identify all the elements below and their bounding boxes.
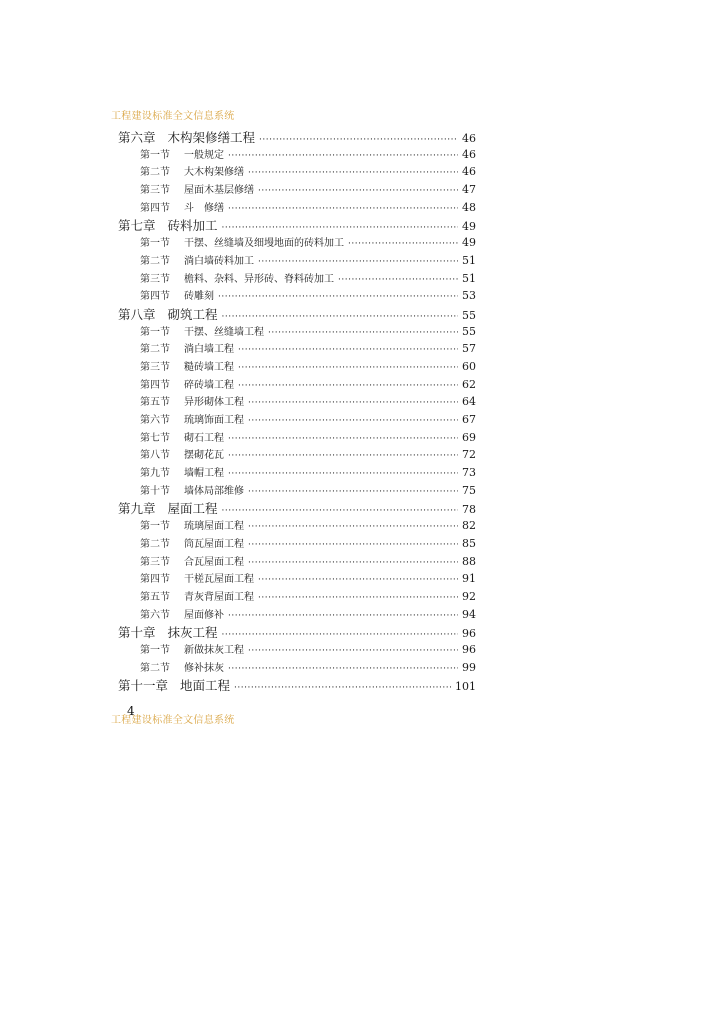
toc-entry-number: 第八章 [118,306,156,322]
toc-entry-title: 摆砌花瓦 [184,450,224,462]
toc-chapter-entry[interactable] [118,305,476,323]
toc-entry-number: 第八节 [140,450,170,462]
toc-leader-dots [228,151,458,161]
toc-entry-number: 第十一章 [118,678,169,694]
toc-leader-dots [248,487,458,497]
toc-leader-dots [238,345,458,355]
toc-section-entry[interactable] [118,234,476,252]
toc-entry-number: 第七节 [140,432,170,444]
toc-entry-page: 51 [462,253,476,267]
toc-section-entry[interactable] [118,606,476,624]
toc-entry-page: 46 [462,165,476,179]
toc-entry-number: 第二节 [140,662,170,674]
toc-entry-title: 新做抹灰工程 [184,644,244,656]
toc-entry-page: 48 [462,200,476,214]
toc-section-entry[interactable] [118,287,476,305]
toc-entry-title: 淌白墙砖料加工 [184,255,254,267]
toc-entry-page: 69 [462,430,476,444]
toc-entry-number: 第九节 [140,468,170,480]
toc-section-entry[interactable] [118,553,476,571]
toc-entry-title: 木构架修缮工程 [167,130,256,145]
toc-entry-number: 第一节 [140,521,170,533]
toc-leader-dots [228,469,458,479]
toc-entry-title: 干摆、丝缝墙及细墁地面的砖料加工 [184,238,344,250]
page-number: 4 [127,704,135,718]
toc-entry-page: 82 [462,519,476,533]
toc-entry-page: 75 [462,483,476,497]
toc-entry-number: 第四节 [140,379,170,391]
toc-entry-title: 墙帽工程 [184,468,224,480]
toc-section-entry[interactable] [118,411,476,429]
toc-section-entry[interactable] [118,340,476,358]
toc-leader-dots [258,575,458,585]
toc-leader-dots [268,328,458,338]
toc-entry-title: 砖料加工 [167,218,218,234]
toc-entry-page: 51 [462,271,476,285]
toc-leader-dots [228,204,458,214]
toc-leader-dots [222,312,458,322]
toc-entry-page: 91 [462,572,476,586]
toc-leader-dots [258,593,458,603]
toc-section-entry[interactable] [118,641,476,659]
toc-entry-page: 96 [462,642,476,656]
toc-leader-dots [222,506,458,516]
toc-entry-title: 异形砌体工程 [184,397,244,409]
toc-leader-dots [348,239,458,249]
toc-entry-number: 第六章 [118,130,156,145]
toc-section-entry[interactable] [118,376,476,394]
toc-section-entry[interactable] [118,393,476,411]
toc-entry-number: 第三节 [140,273,170,285]
toc-entry-page: 64 [462,395,476,409]
toc-entry-number: 第五节 [140,397,170,409]
toc-section-entry[interactable] [118,429,476,447]
toc-entry-number: 第九章 [118,501,156,517]
toc-section-entry[interactable] [118,588,476,606]
toc-section-entry[interactable] [118,199,476,217]
toc-leader-dots [228,664,458,674]
toc-entry-page: 67 [462,413,476,426]
toc-section-entry[interactable] [118,659,476,677]
toc-entry-page: 72 [462,448,476,462]
toc-entry-title: 碎砖墙工程 [184,379,234,391]
toc-chapter-entry[interactable] [118,499,476,517]
toc-entry-number: 第三节 [140,361,170,373]
toc-leader-dots [248,558,458,568]
toc-entry-title: 屋面工程 [167,501,218,517]
toc-entry-number: 第十章 [118,625,156,641]
toc-leader-dots [234,683,451,693]
toc-leader-dots [218,292,458,302]
toc-entry-title: 合瓦屋面工程 [184,556,244,568]
toc-leader-dots [238,363,458,373]
toc-entry-title: 一般规定 [184,149,224,161]
toc-entry-title: 檐料、杂料、异形砖、脊料砖加工 [184,273,334,285]
toc-section-entry[interactable] [118,570,476,588]
toc-leader-dots [258,257,458,267]
toc-entry-page: 46 [462,147,476,161]
toc-entry-page: 62 [462,377,476,391]
header-watermark: 工程建设标准全文信息系统 [111,111,235,122]
toc-entry-number: 第七章 [118,218,156,234]
toc-entry-page: 46 [462,132,476,145]
toc-entry-title: 筒瓦屋面工程 [184,538,244,550]
toc-entry-title: 琉璃饰面工程 [184,415,244,426]
toc-entry-title: 琉璃屋面工程 [184,521,244,533]
toc-leader-dots [248,416,458,426]
toc-entry-number: 第十节 [140,485,170,497]
toc-chapter-entry[interactable] [118,216,476,234]
toc-entry-page: 78 [462,503,476,517]
toc-leader-dots [238,381,458,391]
toc-entry-page: 92 [462,589,476,603]
toc-section-entry[interactable] [118,163,476,181]
toc-leader-dots [248,540,458,550]
toc-entry-number: 第一节 [140,644,170,656]
toc-entry-number: 第四节 [140,574,170,586]
toc-entry-title: 斗 修缮 [184,202,224,214]
toc-leader-dots [248,646,458,656]
toc-entry-page: 49 [462,236,476,250]
toc-entry-number: 第六节 [140,415,170,426]
toc-leader-dots [248,168,458,178]
toc-chapter-entry[interactable] [118,623,476,641]
toc-chapter-entry[interactable] [118,128,476,146]
toc-entry-title: 青灰背屋面工程 [184,591,254,603]
toc-entry-number: 第三节 [140,556,170,568]
toc-entry-number: 第二节 [140,167,170,179]
toc-entry-number: 第六节 [140,609,170,621]
toc-entry-page: 96 [462,627,476,641]
toc-section-entry[interactable] [118,446,476,464]
toc-entry-title: 墙体局部维修 [184,485,244,497]
toc-section-entry[interactable] [118,146,476,164]
footer-watermark: 工程建设标准全文信息系统 [111,715,235,726]
toc-leader-dots [258,186,458,196]
toc-section-entry[interactable] [118,358,476,376]
toc-entry-number: 第五节 [140,591,170,603]
toc-entry-title: 屋面木基层修缮 [184,185,254,197]
toc-leader-dots [259,135,458,145]
toc-entry-title: 砖雕刻 [184,291,214,303]
toc-entry-page: 57 [462,342,476,356]
toc-section-entry[interactable] [118,535,476,553]
toc-leader-dots [222,630,458,640]
toc-leader-dots [222,223,458,233]
toc-entry-page: 73 [462,466,476,480]
toc-section-entry[interactable] [118,181,476,199]
toc-leader-dots [338,275,458,285]
toc-entry-number: 第四节 [140,202,170,214]
toc-entry-page: 88 [462,554,476,568]
table-of-contents [118,128,476,694]
toc-entry-page: 99 [462,660,476,674]
toc-entry-page: 101 [455,680,476,694]
toc-entry-title: 干摆、丝缝墙工程 [184,326,264,338]
toc-section-entry[interactable] [118,464,476,482]
toc-entry-title: 大木构架修缮 [184,167,244,179]
toc-entry-title: 屋面修补 [184,609,224,621]
toc-entry-page: 49 [462,220,476,234]
toc-entry-title: 糙砖墙工程 [184,361,234,373]
toc-section-entry[interactable] [118,517,476,535]
toc-section-entry[interactable] [118,270,476,288]
toc-entry-page: 85 [462,536,476,550]
toc-entry-page: 94 [462,607,476,621]
toc-entry-page: 47 [462,183,476,197]
toc-entry-number: 第三节 [140,185,170,197]
toc-entry-title: 砌筑工程 [167,306,218,322]
toc-leader-dots [248,398,458,408]
toc-entry-page: 55 [462,324,476,338]
toc-entry-page: 55 [462,308,476,322]
toc-entry-title: 干槎瓦屋面工程 [184,574,254,586]
toc-leader-dots [248,522,458,532]
toc-entry-page: 60 [462,359,476,373]
toc-entry-page: 53 [462,289,476,303]
toc-section-entry[interactable] [118,482,476,500]
toc-entry-number: 第二节 [140,344,170,356]
toc-leader-dots [228,451,458,461]
toc-entry-number: 第一节 [140,326,170,338]
toc-entry-title: 修补抹灰 [184,662,224,674]
toc-entry-title: 砌石工程 [184,432,224,444]
toc-entry-number: 第二节 [140,255,170,267]
toc-section-entry[interactable] [118,323,476,341]
toc-section-entry[interactable] [118,252,476,270]
toc-entry-number: 第一节 [140,149,170,161]
toc-entry-title: 地面工程 [180,678,231,694]
toc-chapter-entry[interactable] [118,676,476,694]
toc-entry-title: 抹灰工程 [167,625,218,641]
toc-entry-title: 淌白墙工程 [184,344,234,356]
toc-entry-number: 第四节 [140,291,170,303]
toc-leader-dots [228,434,458,444]
toc-leader-dots [228,611,458,621]
toc-entry-number: 第二节 [140,538,170,550]
toc-entry-number: 第一节 [140,238,170,250]
